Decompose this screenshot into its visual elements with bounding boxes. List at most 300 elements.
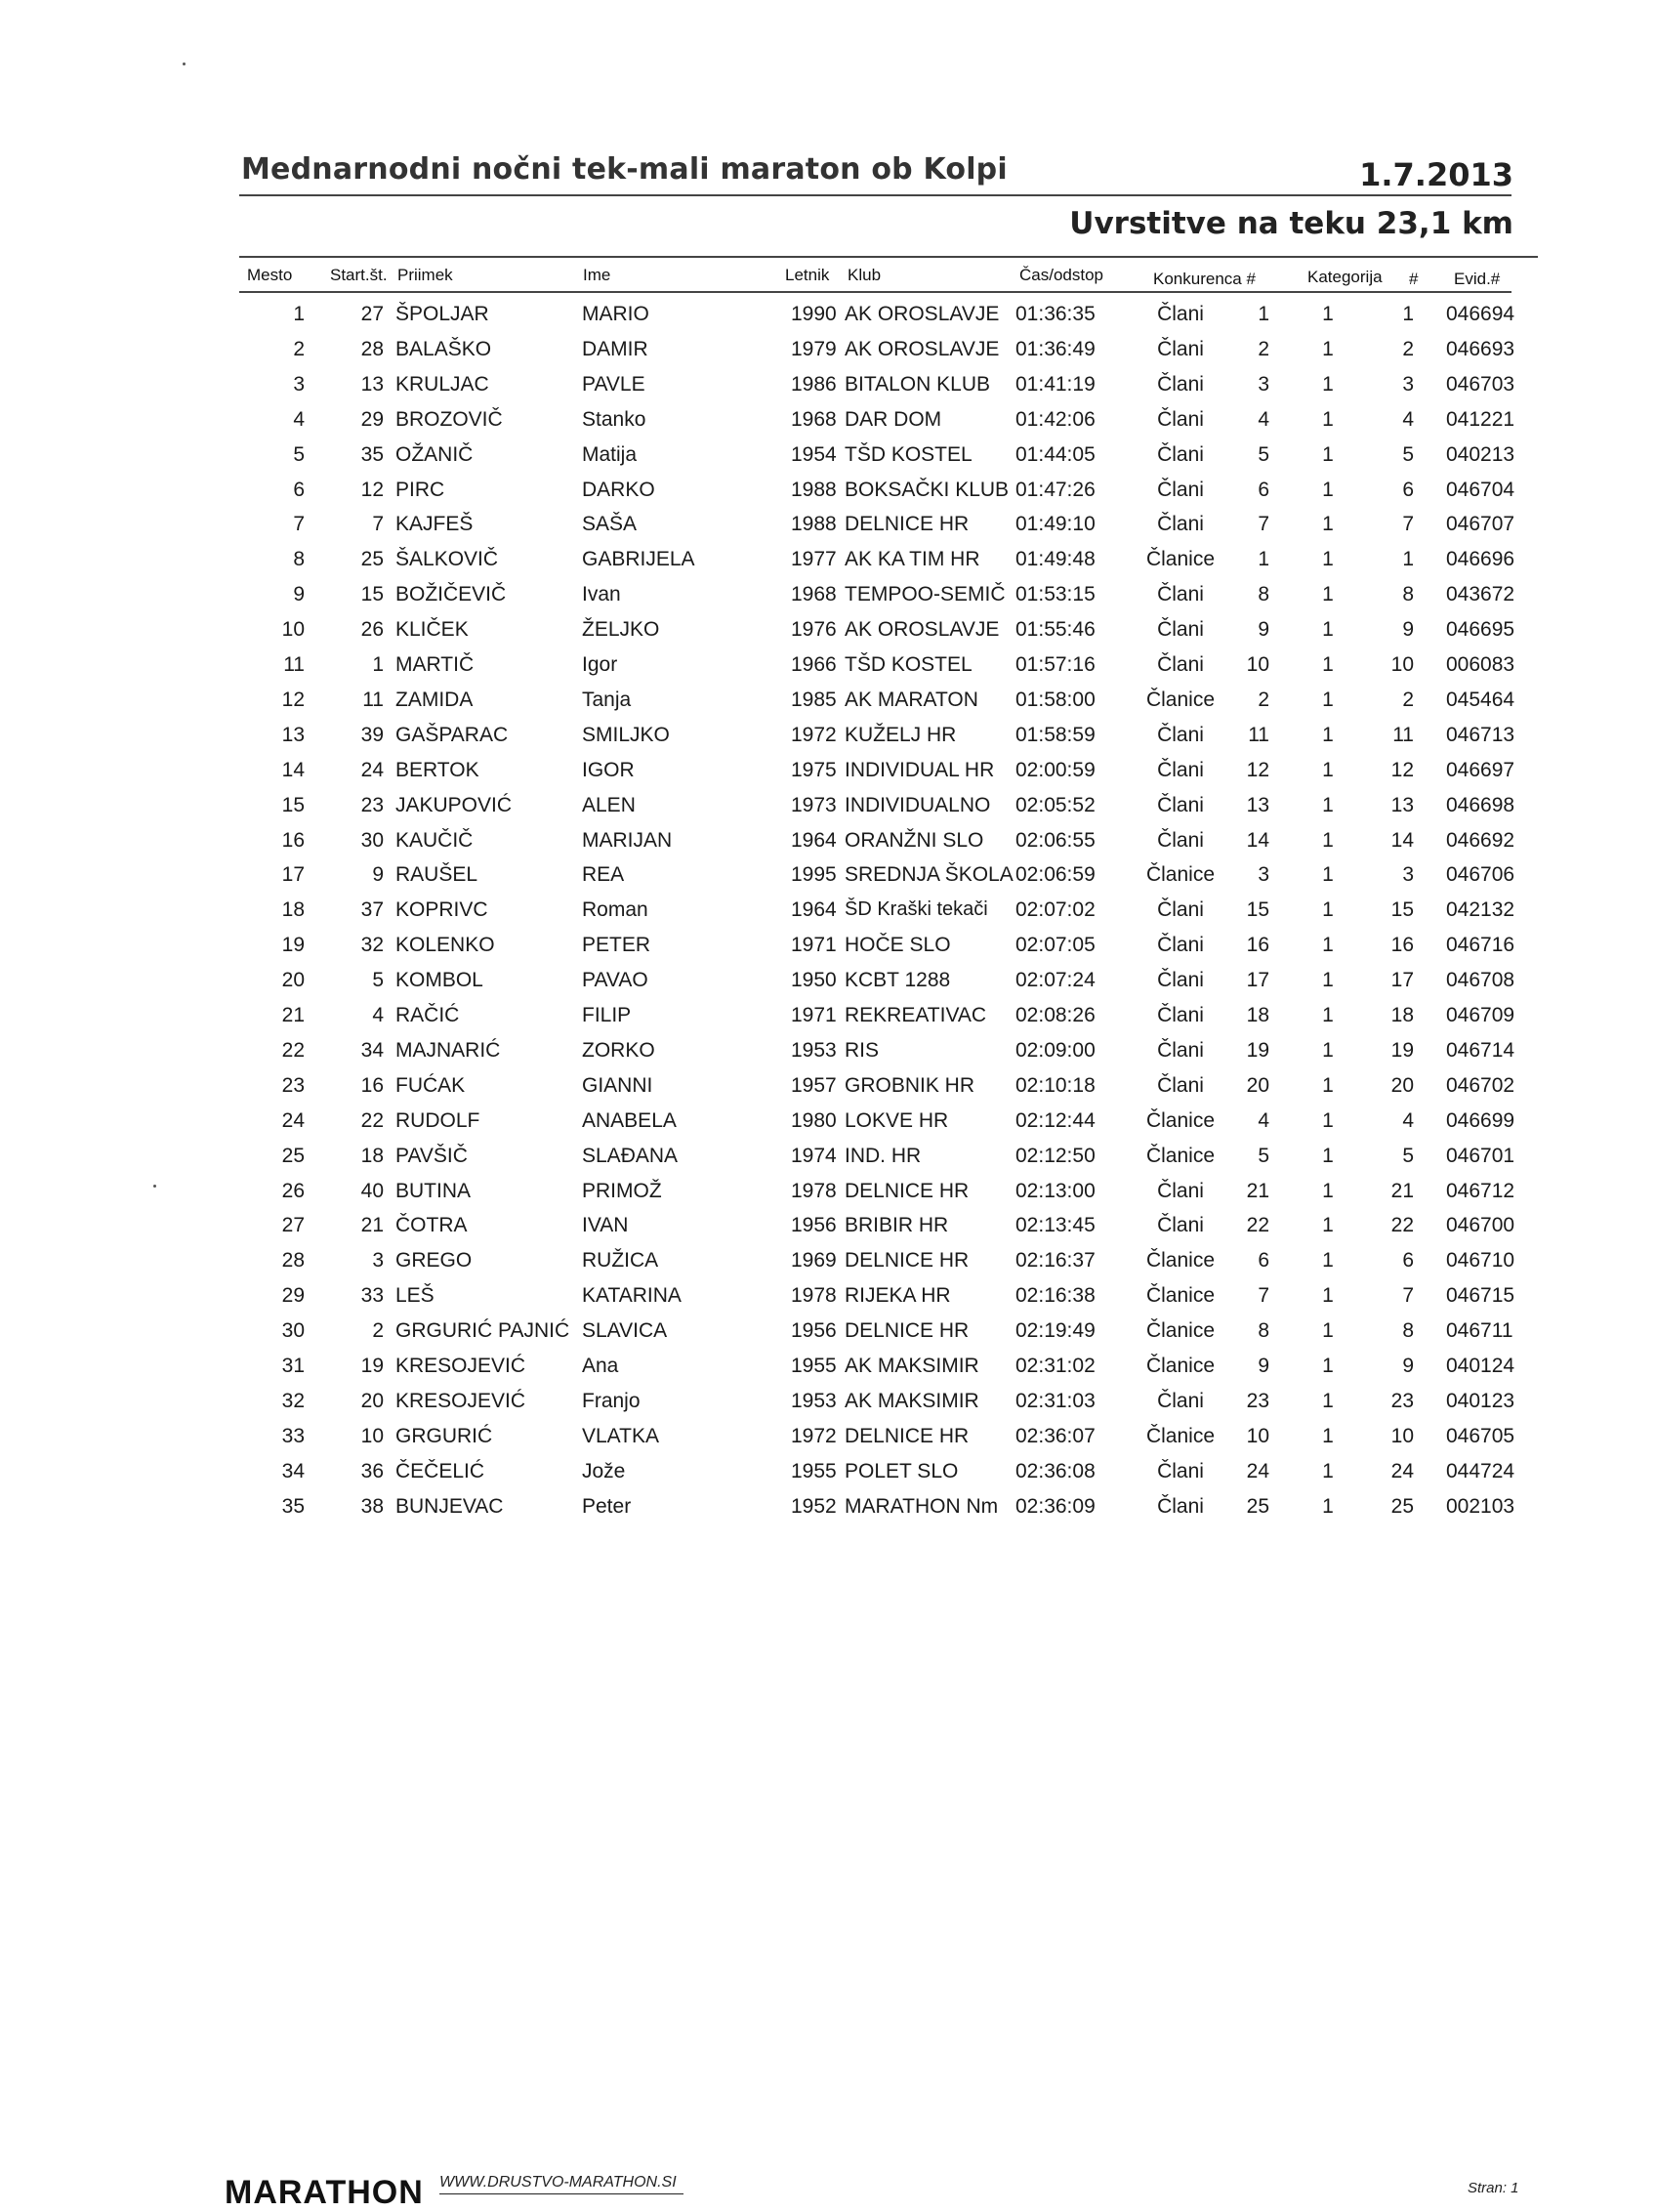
cell-klub: ŠD Kraški tekači xyxy=(845,898,988,920)
cell-konk-num: 14 xyxy=(1246,829,1269,852)
col-mesto: Mesto xyxy=(247,266,293,284)
cell-letnik: 1964 xyxy=(791,829,837,852)
cell-kat-num: 18 xyxy=(1390,1004,1414,1026)
cell-kategorija: 1 xyxy=(1322,759,1334,781)
cell-priimek: FUĆAK xyxy=(395,1074,466,1097)
cell-konkurenca: Člani xyxy=(1157,338,1204,360)
cell-start: 18 xyxy=(360,1145,384,1167)
cell-kat-num: 19 xyxy=(1390,1039,1414,1062)
cell-cas: 01:42:06 xyxy=(1015,408,1096,431)
cell-klub: DAR DOM xyxy=(845,408,942,431)
cell-ime: Stanko xyxy=(582,408,646,431)
cell-kat-num: 5 xyxy=(1402,1145,1414,1167)
cell-kategorija: 1 xyxy=(1322,1180,1334,1202)
cell-evid: 040124 xyxy=(1446,1355,1515,1377)
cell-konk-num: 25 xyxy=(1246,1495,1269,1518)
cell-letnik: 1953 xyxy=(791,1390,837,1412)
cell-priimek: GREGO xyxy=(395,1249,473,1272)
cell-priimek: KOPRIVC xyxy=(395,898,488,921)
cell-cas: 01:57:16 xyxy=(1015,653,1096,676)
cell-konk-num: 3 xyxy=(1258,373,1269,396)
cell-mesto: 8 xyxy=(293,548,305,570)
cell-start: 13 xyxy=(360,373,384,396)
cell-priimek: RAUŠEL xyxy=(395,863,478,886)
cell-kat-num: 16 xyxy=(1390,934,1414,956)
cell-evid: 046714 xyxy=(1446,1039,1515,1062)
cell-klub: DELNICE HR xyxy=(845,1180,970,1202)
header-top-divider xyxy=(239,256,1538,258)
cell-priimek: BERTOK xyxy=(395,759,479,781)
cell-ime: IVAN xyxy=(582,1214,629,1236)
cell-evid: 046709 xyxy=(1446,1004,1515,1026)
cell-konkurenca: Člani xyxy=(1157,513,1204,535)
cell-kategorija: 1 xyxy=(1322,863,1334,886)
cell-kat-num: 24 xyxy=(1390,1460,1414,1482)
cell-letnik: 1972 xyxy=(791,1425,837,1447)
cell-mesto: 20 xyxy=(281,969,305,991)
cell-kat-num: 6 xyxy=(1402,479,1414,501)
cell-cas: 01:41:19 xyxy=(1015,373,1096,396)
cell-konk-num: 13 xyxy=(1246,794,1269,816)
cell-klub: ORANŽNI SLO xyxy=(845,829,984,852)
cell-klub: KCBT 1288 xyxy=(845,969,951,991)
col-evid: Evid.# xyxy=(1454,270,1501,288)
cell-mesto: 6 xyxy=(293,479,305,501)
cell-mesto: 13 xyxy=(281,724,305,746)
cell-konk-num: 19 xyxy=(1246,1039,1269,1062)
cell-evid: 046697 xyxy=(1446,759,1515,781)
cell-letnik: 1968 xyxy=(791,583,837,605)
cell-cas: 02:36:08 xyxy=(1015,1460,1096,1482)
cell-ime: IGOR xyxy=(582,759,635,781)
cell-klub: REKREATIVAC xyxy=(845,1004,987,1026)
cell-cas: 01:55:46 xyxy=(1015,618,1096,641)
cell-kat-num: 13 xyxy=(1390,794,1414,816)
cell-klub: LOKVE HR xyxy=(845,1109,949,1132)
col-priimek: Priimek xyxy=(397,266,453,284)
cell-cas: 02:06:59 xyxy=(1015,863,1096,886)
cell-konkurenca: Člani xyxy=(1157,618,1204,641)
cell-kat-num: 11 xyxy=(1392,724,1414,746)
cell-mesto: 32 xyxy=(281,1390,305,1412)
cell-letnik: 1956 xyxy=(791,1214,837,1236)
cell-cas: 01:49:10 xyxy=(1015,513,1096,535)
cell-cas: 02:07:24 xyxy=(1015,969,1096,991)
cell-konk-num: 21 xyxy=(1246,1180,1269,1202)
cell-letnik: 1954 xyxy=(791,443,837,466)
cell-mesto: 24 xyxy=(281,1109,305,1132)
cell-konk-num: 1 xyxy=(1258,548,1269,570)
cell-ime: Peter xyxy=(582,1495,632,1518)
cell-kat-num: 1 xyxy=(1402,548,1414,570)
cell-priimek: GAŠPARAC xyxy=(395,724,509,746)
cell-konkurenca: Člani xyxy=(1157,583,1204,605)
cell-klub: AK MAKSIMIR xyxy=(845,1355,979,1377)
cell-evid: 046713 xyxy=(1446,724,1515,746)
cell-letnik: 1980 xyxy=(791,1109,837,1132)
cell-klub: KUŽELJ HR xyxy=(845,724,957,746)
cell-letnik: 1971 xyxy=(791,1004,837,1026)
cell-start: 3 xyxy=(372,1249,384,1272)
cell-mesto: 14 xyxy=(281,759,305,781)
cell-kategorija: 1 xyxy=(1322,1355,1334,1377)
cell-priimek: KAJFEŠ xyxy=(395,513,474,535)
cell-cas: 02:13:45 xyxy=(1015,1214,1096,1236)
cell-klub: TEMPOO-SEMIČ xyxy=(845,583,1006,605)
cell-kategorija: 1 xyxy=(1322,1039,1334,1062)
cell-start: 25 xyxy=(360,548,384,570)
cell-ime: Matija xyxy=(582,443,638,466)
cell-start: 33 xyxy=(360,1284,384,1307)
cell-priimek: KRULJAC xyxy=(395,373,489,396)
cell-konk-num: 2 xyxy=(1258,338,1269,360)
cell-start: 16 xyxy=(360,1074,384,1097)
cell-ime: RUŽICA xyxy=(582,1249,659,1272)
cell-ime: DARKO xyxy=(582,479,655,501)
cell-start: 39 xyxy=(360,724,384,746)
cell-kat-num: 4 xyxy=(1402,408,1414,431)
cell-mesto: 5 xyxy=(293,443,305,466)
cell-kategorija: 1 xyxy=(1322,513,1334,535)
cell-kat-num: 8 xyxy=(1402,1319,1414,1342)
cell-start: 7 xyxy=(372,513,384,535)
cell-evid: 040123 xyxy=(1446,1390,1515,1412)
cell-konk-num: 7 xyxy=(1258,513,1269,535)
cell-kat-num: 2 xyxy=(1402,689,1414,711)
cell-kategorija: 1 xyxy=(1322,1460,1334,1482)
cell-ime: PRIMOŽ xyxy=(582,1180,662,1202)
cell-priimek: OŽANIČ xyxy=(395,443,474,466)
cell-letnik: 1978 xyxy=(791,1284,837,1307)
cell-evid: 043672 xyxy=(1446,583,1515,605)
cell-kat-num: 17 xyxy=(1390,969,1414,991)
cell-klub: DELNICE HR xyxy=(845,1249,970,1272)
cell-cas: 01:47:26 xyxy=(1015,479,1096,501)
cell-konk-num: 5 xyxy=(1258,443,1269,466)
cell-ime: ŽELJKO xyxy=(582,618,660,641)
cell-mesto: 11 xyxy=(283,653,305,676)
cell-kat-num: 3 xyxy=(1402,373,1414,396)
cell-priimek: ČEČELIĆ xyxy=(395,1460,485,1482)
cell-cas: 02:12:50 xyxy=(1015,1145,1096,1167)
cell-konkurenca: Člani xyxy=(1157,794,1204,816)
cell-priimek: BALAŠKO xyxy=(395,338,492,360)
cell-priimek: BUTINA xyxy=(395,1180,472,1202)
cell-kategorija: 1 xyxy=(1322,898,1334,921)
cell-mesto: 29 xyxy=(281,1284,305,1307)
cell-kategorija: 1 xyxy=(1322,1495,1334,1518)
cell-letnik: 1977 xyxy=(791,548,837,570)
cell-konk-num: 12 xyxy=(1246,759,1269,781)
cell-konk-num: 18 xyxy=(1246,1004,1269,1026)
cell-priimek: KRESOJEVIĆ xyxy=(395,1355,526,1377)
cell-klub: BOKSAČKI KLUB xyxy=(845,479,1010,501)
cell-letnik: 1966 xyxy=(791,653,837,676)
cell-letnik: 1950 xyxy=(791,969,837,991)
cell-start: 19 xyxy=(360,1355,384,1377)
cell-mesto: 23 xyxy=(281,1074,305,1097)
cell-klub: MARATHON Nm xyxy=(845,1495,999,1518)
cell-start: 10 xyxy=(360,1425,384,1447)
cell-ime: SMILJKO xyxy=(582,724,670,746)
cell-cas: 02:12:44 xyxy=(1015,1109,1096,1132)
cell-konkurenca: Člani xyxy=(1157,1495,1204,1518)
cell-letnik: 1968 xyxy=(791,408,837,431)
cell-evid: 046703 xyxy=(1446,373,1515,396)
cell-ime: Jože xyxy=(582,1460,626,1482)
cell-konk-num: 8 xyxy=(1258,1319,1269,1342)
cell-mesto: 17 xyxy=(281,863,305,886)
cell-kategorija: 1 xyxy=(1322,794,1334,816)
cell-ime: KATARINA xyxy=(582,1284,682,1307)
cell-konkurenca: Člani xyxy=(1157,1039,1204,1062)
col-konkurenca: Konkurenca # xyxy=(1153,270,1256,288)
cell-priimek: MARTIČ xyxy=(395,653,475,676)
cell-konkurenca: Člani xyxy=(1157,724,1204,746)
cell-kat-num: 2 xyxy=(1402,338,1414,360)
cell-start: 21 xyxy=(360,1214,384,1236)
results-subtitle: Uvrstitve na teku 23,1 km xyxy=(1069,206,1513,241)
cell-evid: 041221 xyxy=(1446,408,1515,431)
cell-mesto: 7 xyxy=(293,513,305,535)
cell-priimek: BROZOVIČ xyxy=(395,408,503,431)
cell-ime: SAŠA xyxy=(582,513,638,535)
cell-konkurenca: Članice xyxy=(1145,548,1216,570)
cell-letnik: 1995 xyxy=(791,863,837,886)
cell-klub: DELNICE HR xyxy=(845,513,970,535)
cell-cas: 02:19:49 xyxy=(1015,1319,1096,1342)
cell-mesto: 18 xyxy=(281,898,305,921)
col-letnik: Letnik xyxy=(785,266,830,284)
cell-konk-num: 9 xyxy=(1258,1355,1269,1377)
cell-kategorija: 1 xyxy=(1322,479,1334,501)
cell-priimek: ŠPOLJAR xyxy=(395,303,489,325)
cell-start: 22 xyxy=(360,1109,384,1132)
cell-priimek: KOLENKO xyxy=(395,934,495,956)
cell-cas: 02:36:07 xyxy=(1015,1425,1096,1447)
cell-evid: 046712 xyxy=(1446,1180,1515,1202)
cell-ime: MARIO xyxy=(582,303,649,325)
cell-letnik: 1955 xyxy=(791,1460,837,1482)
cell-mesto: 30 xyxy=(281,1319,305,1342)
cell-kategorija: 1 xyxy=(1322,1319,1334,1342)
cell-cas: 01:58:59 xyxy=(1015,724,1096,746)
cell-start: 38 xyxy=(360,1495,384,1518)
cell-klub: AK OROSLAVJE xyxy=(845,303,1000,325)
cell-cas: 01:36:49 xyxy=(1015,338,1096,360)
cell-kat-num: 10 xyxy=(1390,1425,1414,1447)
col-kategorija: Kategorija xyxy=(1307,268,1383,286)
cell-evid: 046694 xyxy=(1446,303,1515,325)
cell-letnik: 1972 xyxy=(791,724,837,746)
cell-konkurenca: Članice xyxy=(1145,1319,1216,1342)
cell-letnik: 1955 xyxy=(791,1355,837,1377)
cell-ime: SLAĐANA xyxy=(582,1145,679,1167)
cell-klub: DELNICE HR xyxy=(845,1319,970,1342)
cell-cas: 02:08:26 xyxy=(1015,1004,1096,1026)
cell-evid: 046708 xyxy=(1446,969,1515,991)
cell-konk-num: 23 xyxy=(1246,1390,1269,1412)
cell-priimek: ZAMIDA xyxy=(395,689,474,711)
cell-kategorija: 1 xyxy=(1322,583,1334,605)
cell-evid: 046699 xyxy=(1446,1109,1515,1132)
cell-konkurenca: Člani xyxy=(1157,653,1204,676)
cell-kategorija: 1 xyxy=(1322,338,1334,360)
cell-konkurenca: Člani xyxy=(1157,829,1204,852)
cell-evid: 046706 xyxy=(1446,863,1515,886)
cell-evid: 046693 xyxy=(1446,338,1515,360)
cell-mesto: 27 xyxy=(281,1214,305,1236)
cell-klub: AK OROSLAVJE xyxy=(845,618,1000,641)
cell-start: 9 xyxy=(372,863,384,886)
cell-start: 24 xyxy=(360,759,384,781)
cell-evid: 046702 xyxy=(1446,1074,1515,1097)
cell-start: 15 xyxy=(360,583,384,605)
cell-cas: 01:53:15 xyxy=(1015,583,1096,605)
cell-letnik: 1976 xyxy=(791,618,837,641)
cell-priimek: KAUČIČ xyxy=(395,829,474,852)
cell-ime: Ivan xyxy=(582,583,621,605)
cell-konk-num: 11 xyxy=(1248,724,1269,746)
cell-konkurenca: Članice xyxy=(1145,1249,1216,1272)
cell-start: 28 xyxy=(360,338,384,360)
cell-klub: INDIVIDUALNO xyxy=(845,794,991,816)
cell-evid: 006083 xyxy=(1446,653,1515,676)
cell-kategorija: 1 xyxy=(1322,934,1334,956)
cell-kategorija: 1 xyxy=(1322,724,1334,746)
cell-konk-num: 8 xyxy=(1258,583,1269,605)
cell-kat-num: 7 xyxy=(1402,1284,1414,1307)
page-title: Mednarnodni nočni tek-mali maraton ob Kolpi xyxy=(241,152,1008,187)
cell-evid: 040213 xyxy=(1446,443,1515,466)
cell-ime: ANABELA xyxy=(582,1109,677,1132)
cell-ime: PETER xyxy=(582,934,651,956)
cell-konkurenca: Članice xyxy=(1145,1145,1216,1167)
cell-kategorija: 1 xyxy=(1322,618,1334,641)
cell-start: 2 xyxy=(372,1319,384,1342)
cell-kat-num: 9 xyxy=(1402,618,1414,641)
cell-kat-num: 14 xyxy=(1390,829,1414,852)
cell-mesto: 16 xyxy=(281,829,305,852)
cell-kategorija: 1 xyxy=(1322,969,1334,991)
cell-klub: AK MARATON xyxy=(845,689,978,711)
cell-letnik: 1957 xyxy=(791,1074,837,1097)
cell-mesto: 12 xyxy=(281,689,305,711)
cell-konk-num: 2 xyxy=(1258,689,1269,711)
cell-klub: INDIVIDUAL HR xyxy=(845,759,995,781)
cell-priimek: RUDOLF xyxy=(395,1109,480,1132)
cell-letnik: 1971 xyxy=(791,934,837,956)
cell-cas: 02:05:52 xyxy=(1015,794,1096,816)
cell-kat-num: 9 xyxy=(1402,1355,1414,1377)
cell-priimek: MAJNARIĆ xyxy=(395,1039,501,1062)
cell-letnik: 1990 xyxy=(791,303,837,325)
footer-url-underline xyxy=(439,2193,683,2194)
cell-cas: 01:36:35 xyxy=(1015,303,1096,325)
cell-konk-num: 10 xyxy=(1246,653,1269,676)
cell-konk-num: 9 xyxy=(1258,618,1269,641)
cell-klub: RIS xyxy=(845,1039,880,1062)
cell-cas: 02:31:02 xyxy=(1015,1355,1096,1377)
cell-kat-num: 7 xyxy=(1402,513,1414,535)
cell-cas: 01:58:00 xyxy=(1015,689,1096,711)
cell-priimek: LEŠ xyxy=(395,1284,435,1307)
footer-brand: MARATHON xyxy=(225,2174,424,2211)
cell-ime: GABRIJELA xyxy=(582,548,695,570)
cell-klub: TŠD KOSTEL xyxy=(845,443,973,466)
cell-mesto: 4 xyxy=(293,408,305,431)
cell-letnik: 1988 xyxy=(791,479,837,501)
cell-kategorija: 1 xyxy=(1322,1074,1334,1097)
cell-priimek: PIRC xyxy=(395,479,445,501)
cell-cas: 02:10:18 xyxy=(1015,1074,1096,1097)
cell-klub: GROBNIK HR xyxy=(845,1074,975,1097)
cell-ime: Ana xyxy=(582,1355,619,1377)
cell-evid: 046696 xyxy=(1446,548,1515,570)
cell-konkurenca: Člani xyxy=(1157,1460,1204,1482)
cell-start: 5 xyxy=(372,969,384,991)
cell-klub: AK KA TIM HR xyxy=(845,548,980,570)
cell-priimek: GRGURIĆ xyxy=(395,1425,493,1447)
cell-mesto: 28 xyxy=(281,1249,305,1272)
cell-kat-num: 23 xyxy=(1390,1390,1414,1412)
event-date: 1.7.2013 xyxy=(1359,156,1513,193)
cell-konk-num: 7 xyxy=(1258,1284,1269,1307)
cell-konkurenca: Člani xyxy=(1157,303,1204,325)
cell-klub: POLET SLO xyxy=(845,1460,959,1482)
cell-konkurenca: Člani xyxy=(1157,443,1204,466)
cell-start: 26 xyxy=(360,618,384,641)
cell-konkurenca: Člani xyxy=(1157,1004,1204,1026)
cell-kat-num: 1 xyxy=(1402,303,1414,325)
scan-speck xyxy=(183,63,186,65)
cell-cas: 02:16:38 xyxy=(1015,1284,1096,1307)
cell-mesto: 26 xyxy=(281,1180,305,1202)
scan-speck xyxy=(153,1185,156,1188)
cell-evid: 046710 xyxy=(1446,1249,1515,1272)
cell-kategorija: 1 xyxy=(1322,1425,1334,1447)
cell-evid: 046692 xyxy=(1446,829,1515,852)
cell-evid: 046701 xyxy=(1446,1145,1515,1167)
cell-kategorija: 1 xyxy=(1322,443,1334,466)
cell-konk-num: 24 xyxy=(1246,1460,1269,1482)
cell-kategorija: 1 xyxy=(1322,548,1334,570)
cell-konkurenca: Članice xyxy=(1145,1284,1216,1307)
cell-konk-num: 20 xyxy=(1246,1074,1269,1097)
cell-konk-num: 10 xyxy=(1246,1425,1269,1447)
title-divider xyxy=(239,194,1511,196)
cell-konkurenca: Članice xyxy=(1145,863,1216,886)
cell-start: 29 xyxy=(360,408,384,431)
cell-konk-num: 1 xyxy=(1258,303,1269,325)
cell-priimek: BUNJEVAC xyxy=(395,1495,504,1518)
cell-kategorija: 1 xyxy=(1322,653,1334,676)
cell-start: 40 xyxy=(360,1180,384,1202)
cell-kat-num: 20 xyxy=(1390,1074,1414,1097)
cell-klub: HOČE SLO xyxy=(845,934,951,956)
cell-letnik: 1969 xyxy=(791,1249,837,1272)
cell-konkurenca: Članice xyxy=(1145,1425,1216,1447)
cell-evid: 046695 xyxy=(1446,618,1515,641)
cell-cas: 02:36:09 xyxy=(1015,1495,1096,1518)
cell-evid: 046704 xyxy=(1446,479,1515,501)
cell-ime: ZORKO xyxy=(582,1039,655,1062)
cell-priimek: PAVŠIČ xyxy=(395,1145,468,1167)
cell-konk-num: 4 xyxy=(1258,408,1269,431)
footer-url[interactable]: WWW.DRUSTVO-MARATHON.SI xyxy=(439,2174,677,2191)
col-cas: Čas/odstop xyxy=(1019,266,1103,284)
cell-ime: ALEN xyxy=(582,794,636,816)
